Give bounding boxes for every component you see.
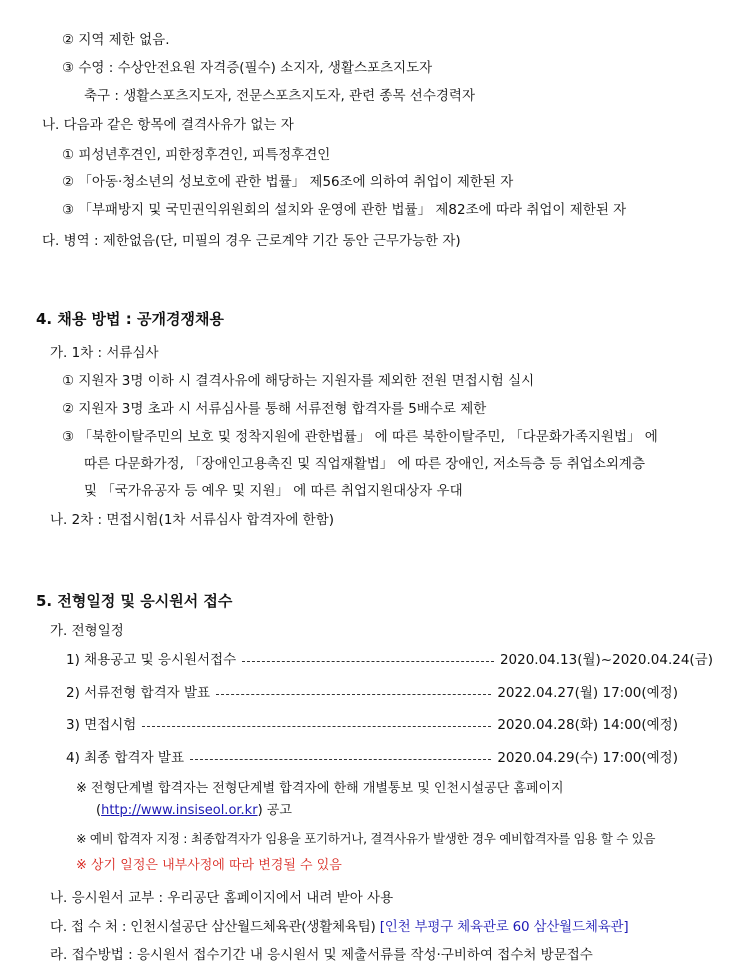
dash-leader	[142, 726, 491, 727]
place-address: [인천 부평구 체육관로 60 삼산월드체육관]	[379, 919, 629, 935]
application-form: 나. 응시원서 교부 : 우리공단 홈페이지에서 내려 받아 사용	[50, 890, 394, 906]
dash-leader	[242, 661, 494, 662]
homepage-link[interactable]: http://www.insiseol.or.kr	[101, 803, 258, 818]
disqualification-item: ① 피성년후견인, 피한정후견인, 피특정후견인	[62, 147, 331, 163]
method-item-continued: 따른 다문화가정, 「장애인고용촉진 및 직업재활법」 에 따른 장애인, 저소득층 등 취업소외계층	[84, 456, 646, 472]
notice-announcement-cont	[0, 801, 747, 821]
dash-leader	[190, 759, 491, 760]
swimming-requirement: ③ 수영 : 수상안전요원 자격증(필수) 소지자, 생활스포츠지도자	[62, 60, 433, 76]
schedule-date: 2020.04.13(월)~2020.04.24(금)	[499, 652, 713, 668]
notice-tail: ) 공고	[257, 803, 292, 818]
application-place	[0, 917, 747, 937]
place-label: 다. 접 수 처 : 인천시설공단 삼산월드체육관(생활체육팀)	[50, 919, 380, 935]
schedule-date: 2020.04.28(화) 14:00(예정)	[497, 717, 678, 733]
schedule-title: 가. 전형일정	[50, 623, 124, 639]
disqualification-item: ② 「아동·청소년의 성보호에 관한 법률」 제56조에 의하여 취업이 제한된 자	[62, 174, 514, 190]
notice-reserve: ※ 예비 합격자 지정 : 최종합격자가 임용을 포기하거나, 결격사유가 발생한 경우 예비합격자를 임용 할 수 있음	[76, 831, 656, 846]
second-round-title: 나. 2차 : 면접시험(1차 서류심사 합격자에 한함)	[50, 512, 334, 528]
disqualification-item: ③ 「부패방지 및 국민권익위원회의 설치와 운영에 관한 법률」 제82조에 따라 취업이 제한된 자	[62, 202, 627, 218]
disqualification-intro: 나. 다음과 같은 항목에 결격사유가 없는 자	[42, 117, 294, 133]
paren-open: (	[96, 803, 102, 818]
soccer-requirement: 축구 : 생활스포츠지도자, 전문스포츠지도자, 관련 종목 선수경력자	[84, 88, 475, 104]
section4-heading: 4. 채용 방법 : 공개경쟁채용	[36, 310, 224, 328]
first-round-title: 가. 1차 : 서류심사	[50, 345, 159, 361]
dash-leader	[216, 694, 491, 695]
method-item: ① 지원자 3명 이하 시 결격사유에 해당하는 지원자를 제외한 전원 면접시험 실시	[62, 373, 535, 389]
schedule-label: 2) 서류전형 합격자 발표	[66, 685, 211, 701]
schedule-label: 1) 채용공고 및 응시원서접수	[66, 652, 237, 668]
schedule-row	[0, 748, 678, 768]
schedule-row	[0, 715, 678, 735]
military-requirement: 다. 병역 : 제한없음(단, 미필의 경우 근로계약 기간 동안 근무가능한 자)	[42, 233, 461, 249]
schedule-label: 3) 면접시험	[66, 717, 137, 733]
notice-announcement: ※ 전형단계별 합격자는 전형단계별 합격자에 한해 개별통보 및 인천시설공단 홈페이지	[76, 781, 564, 796]
region-restriction: ② 지역 제한 없음.	[62, 32, 170, 48]
method-item: ② 지원자 3명 초과 시 서류심사를 통해 서류전형 합격자를 5배수로 제한	[62, 401, 487, 417]
schedule-row	[0, 650, 713, 670]
section5-heading: 5. 전형일정 및 응시원서 접수	[36, 592, 233, 610]
method-item: ③ 「북한이탈주민의 보호 및 정착지원에 관한법률」 에 따른 북한이탈주민, 「다문화가족지원법」 에	[62, 429, 658, 445]
schedule-date: 2020.04.29(수) 17:00(예정)	[497, 750, 678, 766]
schedule-row	[0, 683, 678, 703]
schedule-label: 4) 최종 합격자 발표	[66, 750, 185, 766]
schedule-date: 2022.04.27(월) 17:00(예정)	[497, 685, 678, 701]
application-method: 라. 접수방법 : 응시원서 접수기간 내 응시원서 및 제출서류를 작성·구비하여 접수처 방문접수	[50, 947, 593, 963]
method-item-continued: 및 「국가유공자 등 예우 및 지원」 에 따른 취업지원대상자 우대	[84, 483, 463, 499]
notice-schedule-change: ※ 상기 일정은 내부사정에 따라 변경될 수 있음	[76, 858, 342, 873]
